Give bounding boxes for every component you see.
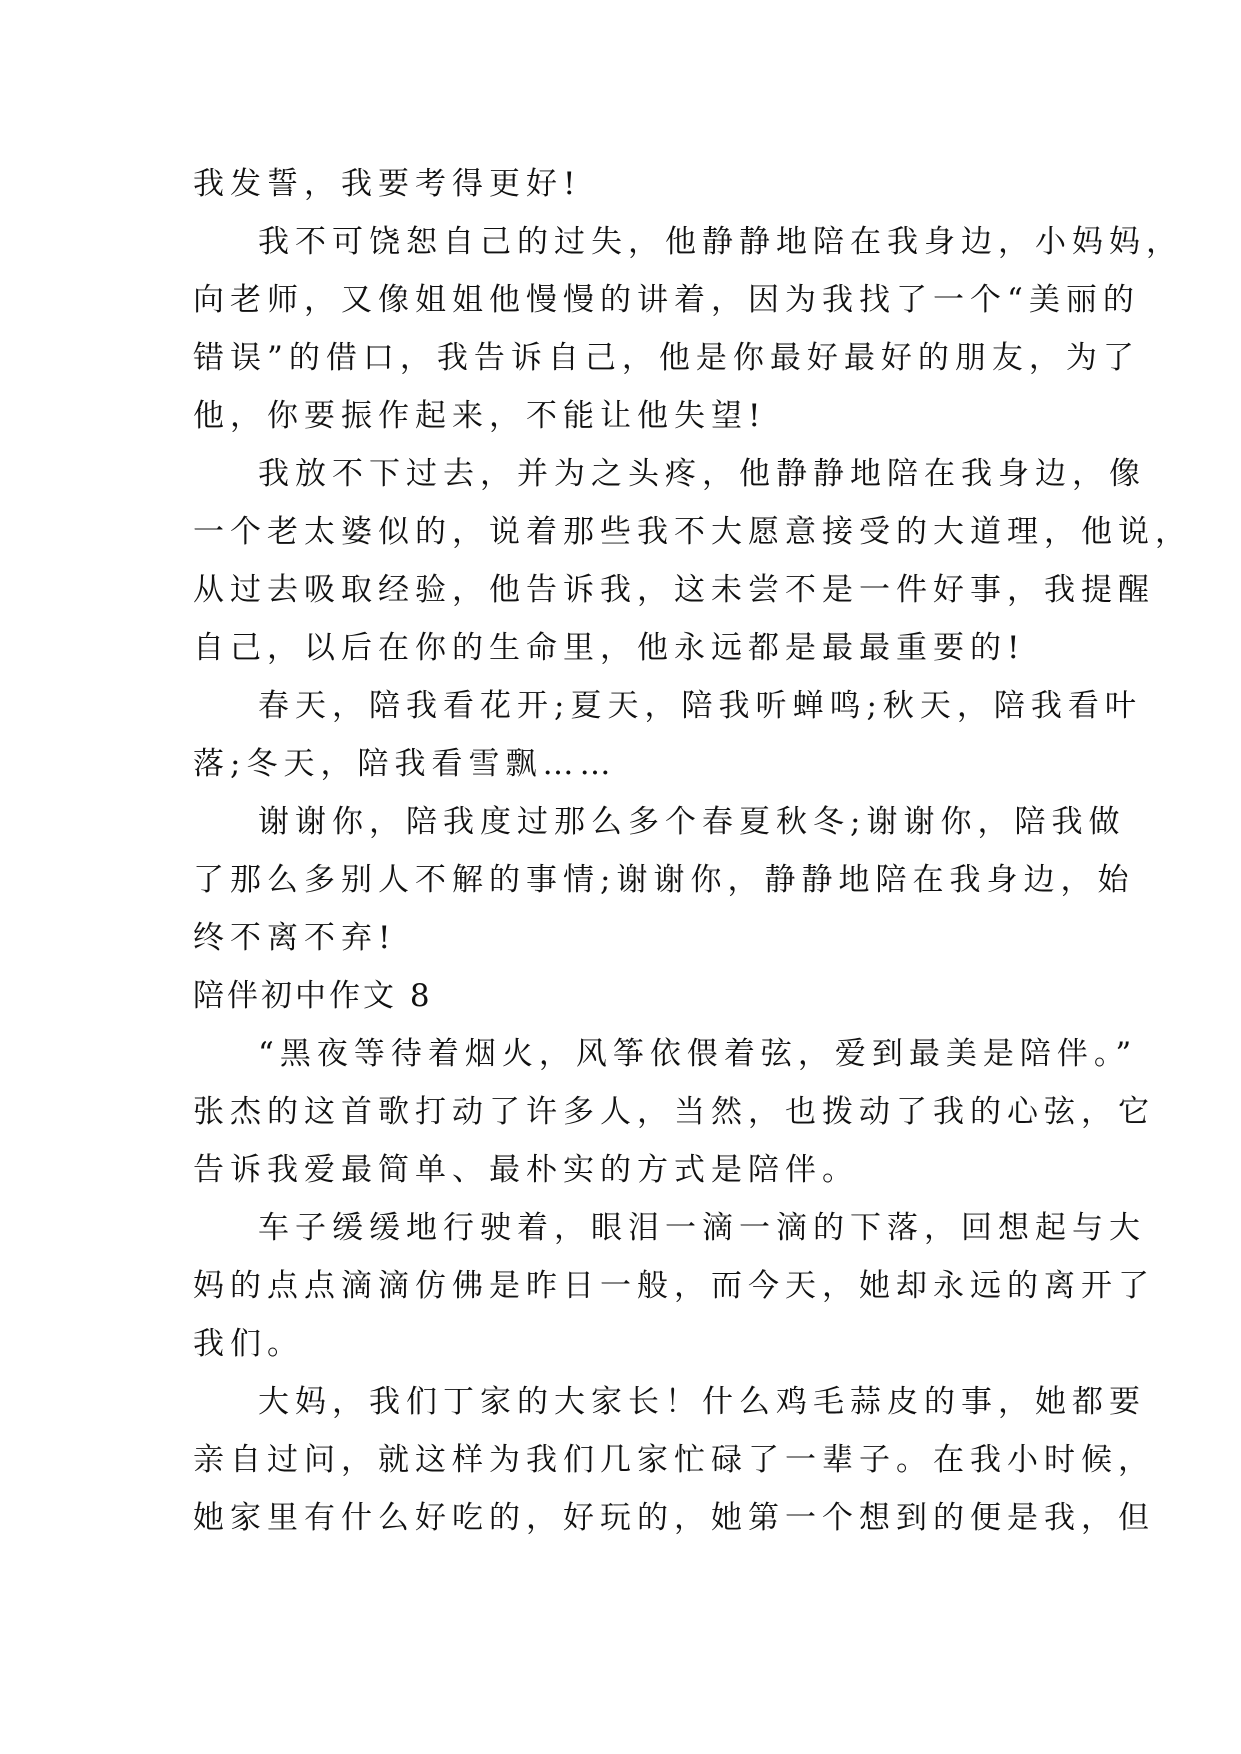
- text-line: 我发誓，我要考得更好!: [193, 166, 582, 202]
- text-line: 妈的点点滴滴仿佛是昨日一般，而今天，她却永远的离开了: [193, 1268, 1155, 1304]
- text-line: 自己，以后在你的生命里，他永远都是最最重要的!: [193, 630, 1026, 666]
- text-line: 亲自过问，就这样为我们几家忙碌了一辈子。在我小时候，: [193, 1442, 1155, 1478]
- text-line: 大妈，我们丁家的大家长！什么鸡毛蒜皮的事，她都要: [258, 1384, 1146, 1420]
- text-line: 从过去吸取经验，他告诉我，这未尝不是一件好事，我提醒: [193, 572, 1155, 608]
- text-line: 车子缓缓地行驶着，眼泪一滴一滴的下落，回想起与大: [258, 1210, 1146, 1246]
- text-line: 我们。: [193, 1326, 304, 1362]
- text-line: 终不离不弃!: [193, 920, 397, 956]
- text-line: 我不可饶恕自己的过失，他静静地陪在我身边，小妈妈，: [258, 224, 1183, 260]
- text-line: 告诉我爱最简单、最朴实的方式是陪伴。: [193, 1152, 859, 1188]
- document-body: [193, 155, 1192, 1547]
- text-line: 他，你要振作起来，不能让他失望!: [193, 398, 767, 434]
- text-line: 张杰的这首歌打动了许多人，当然，也拨动了我的心弦，它: [193, 1094, 1155, 1130]
- text-line: 一个老太婆似的，说着那些我不大愿意接受的大道理，他说，: [193, 514, 1192, 550]
- text-line: 错误”的借口，我告诉自己，他是你最好最好的朋友，为了: [193, 340, 1140, 376]
- text-line: 春天，陪我看花开;夏天，陪我听蝉鸣;秋天，陪我看叶: [258, 688, 1142, 724]
- section-heading: 陪伴初中作文 8: [193, 978, 433, 1014]
- text-line: 她家里有什么好吃的，好玩的，她第一个想到的便是我，但: [193, 1500, 1155, 1536]
- text-line: 我放不下过去，并为之头疼，他静静地陪在我身边，像: [258, 456, 1146, 492]
- text-line: “黑夜等待着烟火，风筝依偎着弦，爱到最美是陪伴。”: [258, 1036, 1138, 1072]
- text-line: 向老师，又像姐姐他慢慢的讲着，因为我找了一个“美丽的: [193, 282, 1140, 318]
- text-line: 了那么多别人不解的事情;谢谢你，静静地陪在我身边，始: [193, 862, 1135, 898]
- text-line: 落;冬天，陪我看雪飘……: [193, 746, 617, 782]
- text-line: 谢谢你，陪我度过那么多个春夏秋冬;谢谢你，陪我做: [258, 804, 1126, 840]
